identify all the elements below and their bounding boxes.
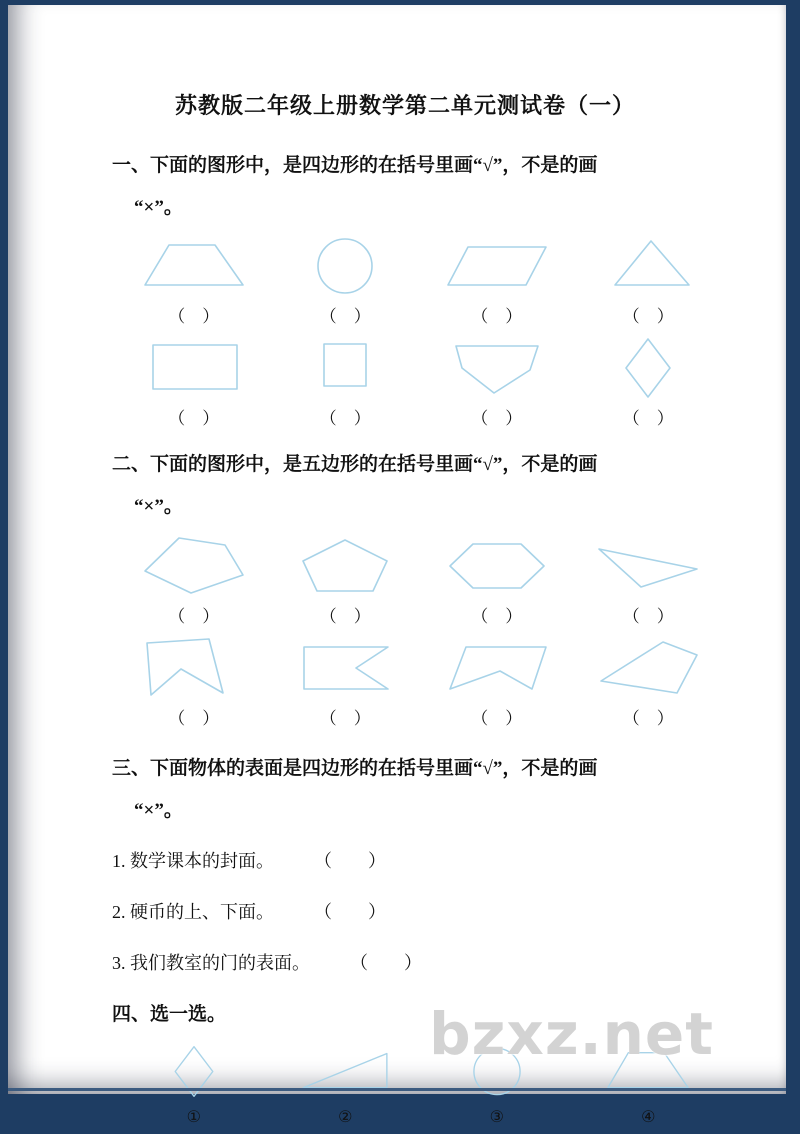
option-number: ③ — [489, 1109, 504, 1127]
answer-bracket: （ ） — [471, 708, 523, 728]
section-one-heading-cont: “×”。 — [134, 196, 183, 218]
section-two-pentagons — [112, 453, 698, 728]
section-three-heading-cont: “×”。 — [134, 799, 183, 821]
irregular-quad-shape — [592, 637, 704, 699]
answer-bracket: （ ） — [319, 409, 371, 429]
shape-cell — [421, 337, 573, 429]
trapezoid-shape — [138, 235, 250, 297]
section-one-shape-grid — [118, 235, 724, 429]
shape-cell — [118, 1044, 270, 1127]
shape-cell — [421, 637, 573, 729]
section-three-heading: 三、下面物体的表面是四边形的在括号里画“√”，不是的画 — [112, 757, 598, 779]
section-two-shape-grid — [118, 535, 724, 729]
parallelogram-shape — [441, 235, 553, 297]
section-three-surfaces — [112, 757, 698, 975]
shape-cell — [573, 337, 725, 429]
answer-bracket: （ ） — [314, 851, 386, 872]
question-item — [112, 898, 698, 924]
answer-bracket: （ ） — [471, 409, 523, 429]
shape-cell — [270, 337, 422, 429]
shape-cell — [573, 535, 725, 627]
option-number: ② — [338, 1109, 353, 1127]
answer-bracket: （ ） — [622, 606, 674, 626]
irregular-pentagon-shape — [138, 535, 250, 597]
shape-cell — [270, 1044, 422, 1127]
question-item-text: 1. 数学课本的封面。 — [112, 851, 274, 872]
flag-pentagon-shape — [289, 637, 401, 699]
section-one-heading: 一、下面的图形中，是四边形的在括号里画“√”，不是的画 — [112, 155, 598, 176]
answer-bracket: （ ） — [319, 708, 371, 728]
answer-bracket: （ ） — [350, 953, 422, 974]
option-number: ④ — [641, 1109, 656, 1127]
thin-triangle-shape — [592, 535, 704, 597]
answer-bracket: （ ） — [168, 409, 220, 429]
answer-bracket: （ ） — [314, 902, 386, 923]
section-four-heading: 四、选一选。 — [112, 1004, 227, 1026]
question-item — [112, 949, 698, 975]
zigzag-pentagon-shape — [138, 637, 250, 699]
page-bottom-edge — [8, 1088, 786, 1091]
answer-bracket: （ ） — [471, 307, 523, 327]
notched-pentagon-shape — [441, 637, 553, 699]
answer-bracket: （ ） — [168, 606, 220, 626]
answer-bracket: （ ） — [622, 708, 674, 728]
section-three-items — [112, 847, 698, 975]
shape-cell — [118, 337, 270, 429]
answer-bracket: （ ） — [622, 409, 674, 429]
answer-bracket: （ ） — [471, 606, 523, 626]
hexagon-shape — [441, 535, 553, 597]
section-two-heading: 二、下面的图形中，是五边形的在括号里画“√”，不是的画 — [112, 454, 598, 476]
shape-cell — [270, 235, 422, 327]
answer-bracket: （ ） — [319, 606, 371, 626]
section-two-heading-cont: “×”。 — [134, 496, 183, 518]
question-item-text: 2. 硬币的上、下面。 — [112, 902, 274, 923]
shape-cell — [270, 535, 422, 627]
shape-cell — [573, 637, 725, 729]
worksheet-title: 苏教版二年级上册数学第二单元测试卷（一） — [174, 93, 635, 118]
pentagon-down-shape — [441, 337, 553, 399]
shape-cell — [270, 637, 422, 729]
pentagon-shape — [289, 535, 401, 597]
shape-cell — [421, 235, 573, 327]
section-one-quadrilaterals — [112, 154, 698, 429]
worksheet-page — [8, 5, 786, 1127]
shape-cell — [118, 535, 270, 627]
rectangle-shape — [138, 337, 250, 399]
answer-bracket: （ ） — [168, 307, 220, 327]
answer-bracket: （ ） — [319, 307, 371, 327]
worksheet-content — [8, 5, 786, 1127]
shape-cell — [118, 235, 270, 327]
square-shape — [289, 337, 401, 399]
question-item-text: 3. 我们教室的门的表面。 — [112, 953, 310, 974]
shape-cell — [421, 535, 573, 627]
answer-bracket: （ ） — [168, 708, 220, 728]
shape-cell — [118, 637, 270, 729]
triangle-shape — [592, 235, 704, 297]
watermark: bzxz.net — [429, 1000, 714, 1068]
circle-shape — [289, 235, 401, 297]
answer-bracket: （ ） — [622, 307, 674, 327]
option-number: ① — [186, 1109, 201, 1127]
rhombus-shape — [592, 337, 704, 399]
question-item — [112, 847, 698, 873]
shape-cell — [573, 235, 725, 327]
